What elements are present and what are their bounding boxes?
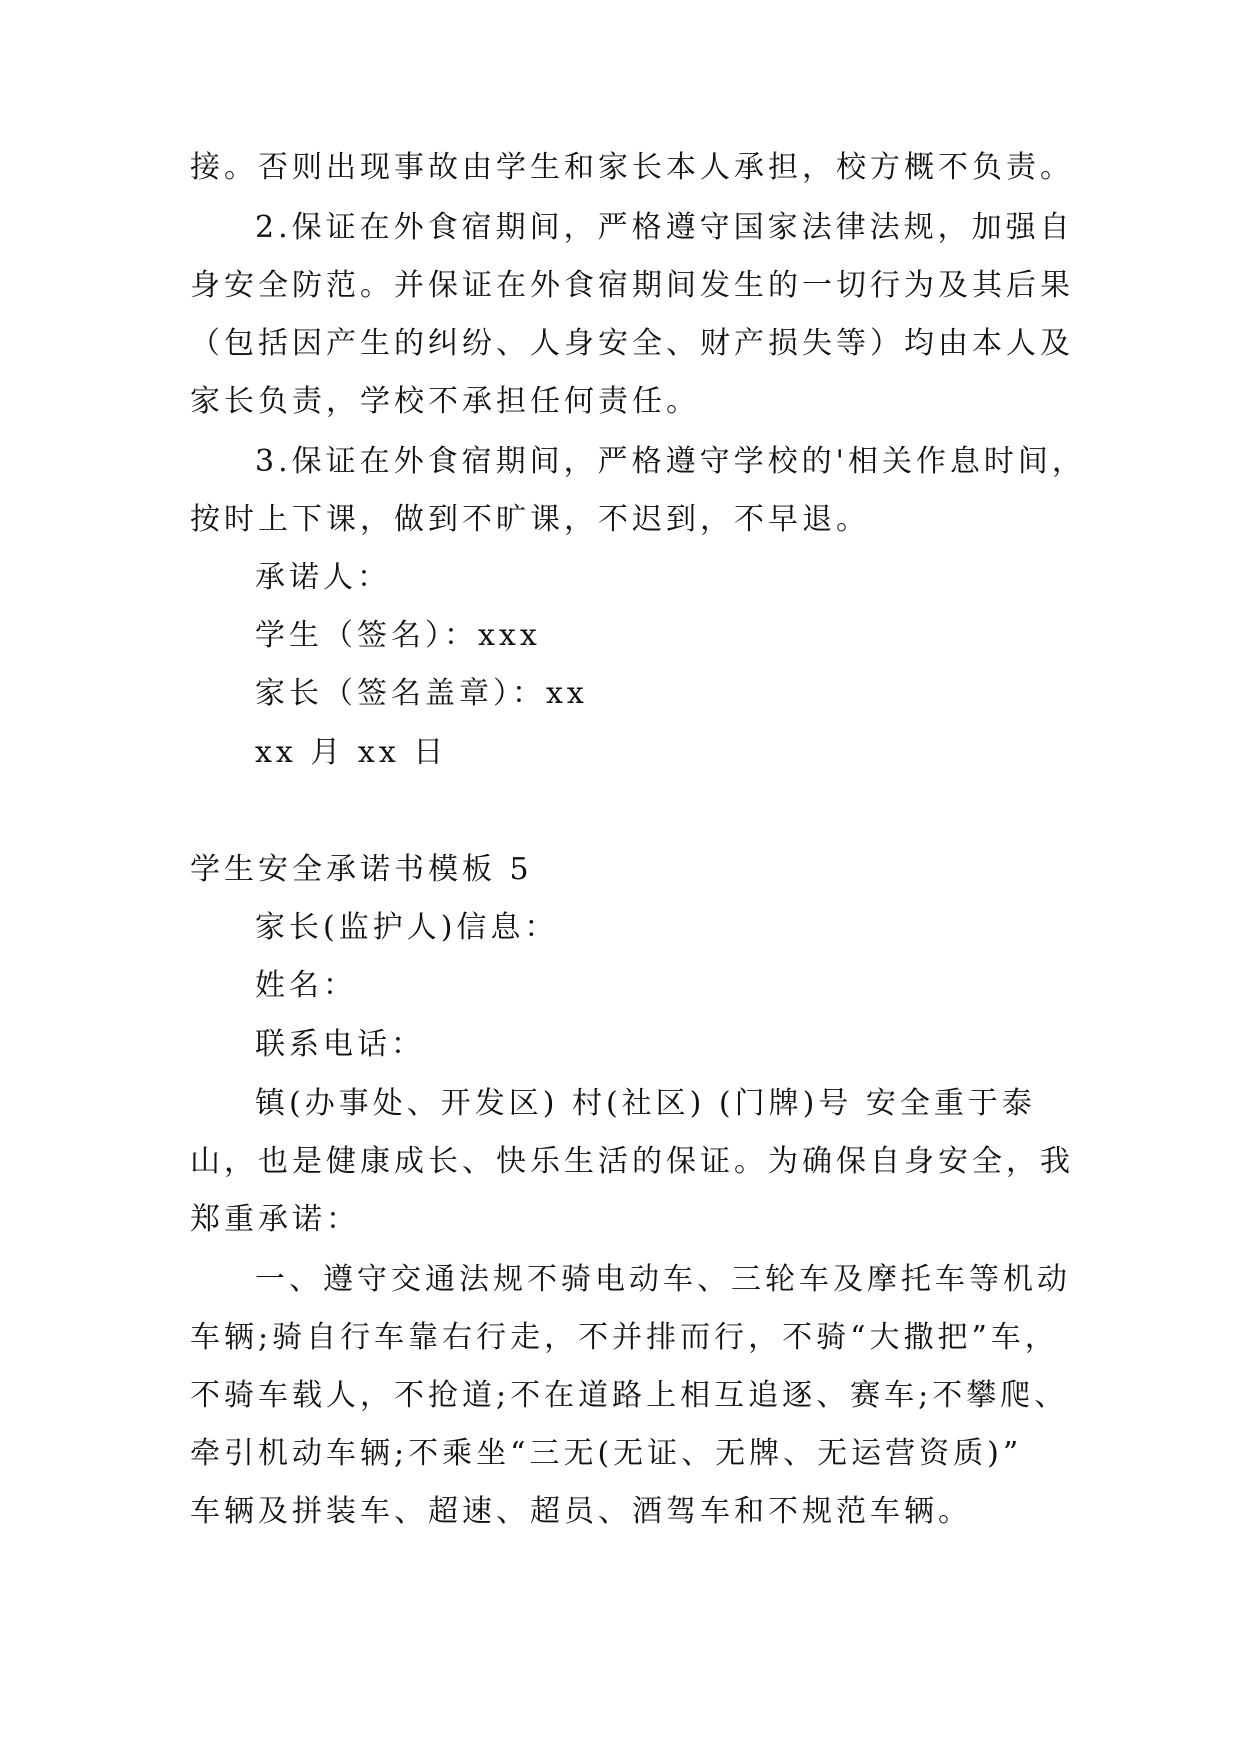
signature-heading: 承诺人：	[255, 560, 391, 595]
paragraph-line: 不骑车载人，不抢道;不在道路上相互追逐、赛车;不攀爬、	[190, 1378, 1069, 1413]
paragraph-line: 郑重承诺：	[190, 1202, 360, 1237]
paragraph-line: 车辆及拼装车、超速、超员、酒驾车和不规范车辆。	[190, 1494, 972, 1529]
paragraph-line: 一、遵守交通法规不骑电动车、三轮车及摩托车等机动	[255, 1262, 1071, 1297]
paragraph-line: 2.保证在外食宿期间，严格遵守国家法律法规，加强自	[255, 210, 1074, 245]
paragraph-line: 牵引机动车辆;不乘坐“三无(无证、无牌、无运营资质)”	[190, 1436, 1023, 1471]
paragraph-line: 接。否则出现事故由学生和家长本人承担，校方概不负责。	[190, 150, 1074, 185]
paragraph-line: 镇(办事处、开发区) 村(社区) (门牌)号 安全重于泰	[255, 1086, 1036, 1121]
phone-field-label: 联系电话：	[255, 1027, 425, 1062]
paragraph-line: 按时上下课，做到不旷课，不迟到，不早退。	[190, 502, 870, 537]
name-field-label: 姓名：	[255, 968, 357, 1003]
parent-signature-line: 家长（签名盖章）：xx	[255, 676, 588, 711]
student-signature-line: 学生（签名）：xxx	[255, 618, 541, 653]
paragraph-line: 家长负责，学校不承担任何责任。	[190, 384, 700, 419]
paragraph-line: （包括因产生的纠纷、人身安全、财产损失等）均由本人及	[190, 326, 1074, 361]
paragraph-line: 山，也是健康成长、快乐生活的保证。为确保自身安全，我	[190, 1144, 1074, 1179]
paragraph-line: 车辆;骑自行车靠右行走，不并排而行，不骑“大撒把”车，	[190, 1320, 1059, 1355]
date-line: xx 月 xx 日	[255, 735, 448, 770]
guardian-info-heading: 家长(监护人)信息：	[255, 910, 559, 945]
section-title: 学生安全承诺书模板 5	[190, 852, 533, 887]
paragraph-line: 3.保证在外食宿期间，严格遵守学校的'相关作息时间，	[255, 444, 1086, 479]
paragraph-line: 身安全防范。并保证在外食宿期间发生的一切行为及其后果	[190, 268, 1074, 303]
